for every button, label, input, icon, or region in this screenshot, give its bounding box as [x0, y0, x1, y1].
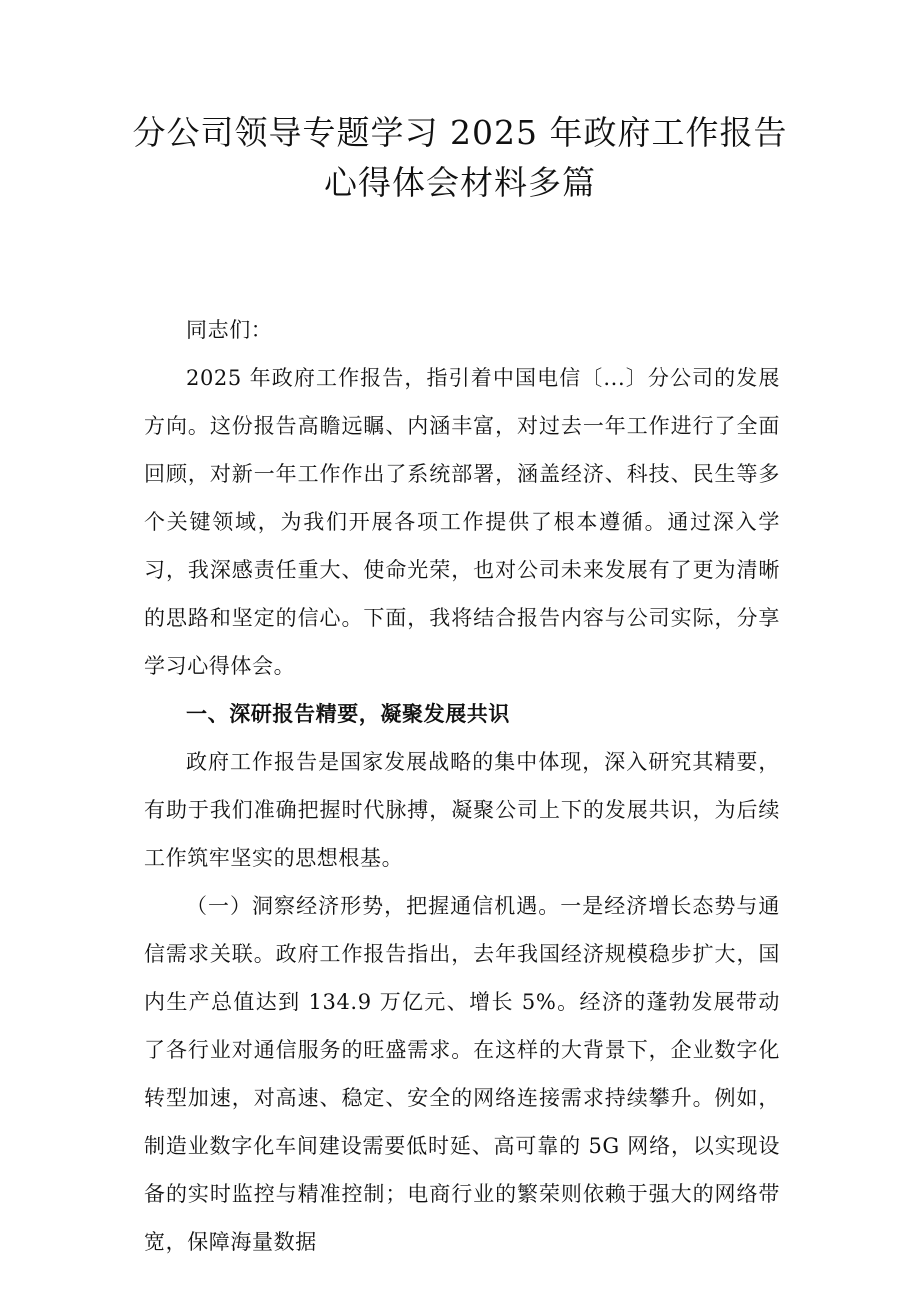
paragraph-intro: 2025 年政府工作报告，指引着中国电信〔...〕分公司的发展方向。这份报告高瞻远瞩、内涵丰富，对过去一年工作进行了全面回顾，对新一年工作作出了系统部署，涵盖经济、科技、民生等多个关键领域，为我们开展各项工作提供了根本遵循。通过深入学习，我深感责任重大、使命光荣，也对公司未来发展有了更为清晰的思路和坚定的信心。下面，我将结合报告内容与公司实际，分享学习心得体会。 [144, 366, 780, 678]
paragraph-section-1-intro: 政府工作报告是国家发展战略的集中体现，深入研究其精要，有助于我们准确把握时代脉搏，凝聚公司上下的发展共识，为后续工作筑牢坚实的思想根基。 [144, 750, 780, 870]
title-line-1: 分公司领导专题学习 2025 年政府工作报告 [132, 113, 788, 152]
salutation: 同志们： [186, 318, 273, 342]
paragraph-subsection-1: （一）洞察经济形势，把握通信机遇。一是经济增长态势与通信需求关联。政府工作报告指出，去年我国经济规模稳步扩大，国内生产总值达到 134.9 万亿元、增长 5%。经济的蓬勃发展带动了各行业对通信服务的旺盛需求。在这样的大背景下，企业数字化转型加速，对高速、稳定、安全的网络连接需求持续攀升。例如，制造业数字化车间建设需要低时延、高可靠的 5G 网络，以实现设备的实时监控与精准控制；电商行业的繁荣则依赖于强大的网络带宽，保障海量数据 [144, 894, 780, 1254]
title-line-2: 心得体会材料多篇 [324, 163, 596, 202]
section-heading-1: 一、深研报告精要，凝聚发展共识 [186, 701, 510, 726]
document-title [120, 108, 800, 208]
document-body [144, 306, 780, 1266]
